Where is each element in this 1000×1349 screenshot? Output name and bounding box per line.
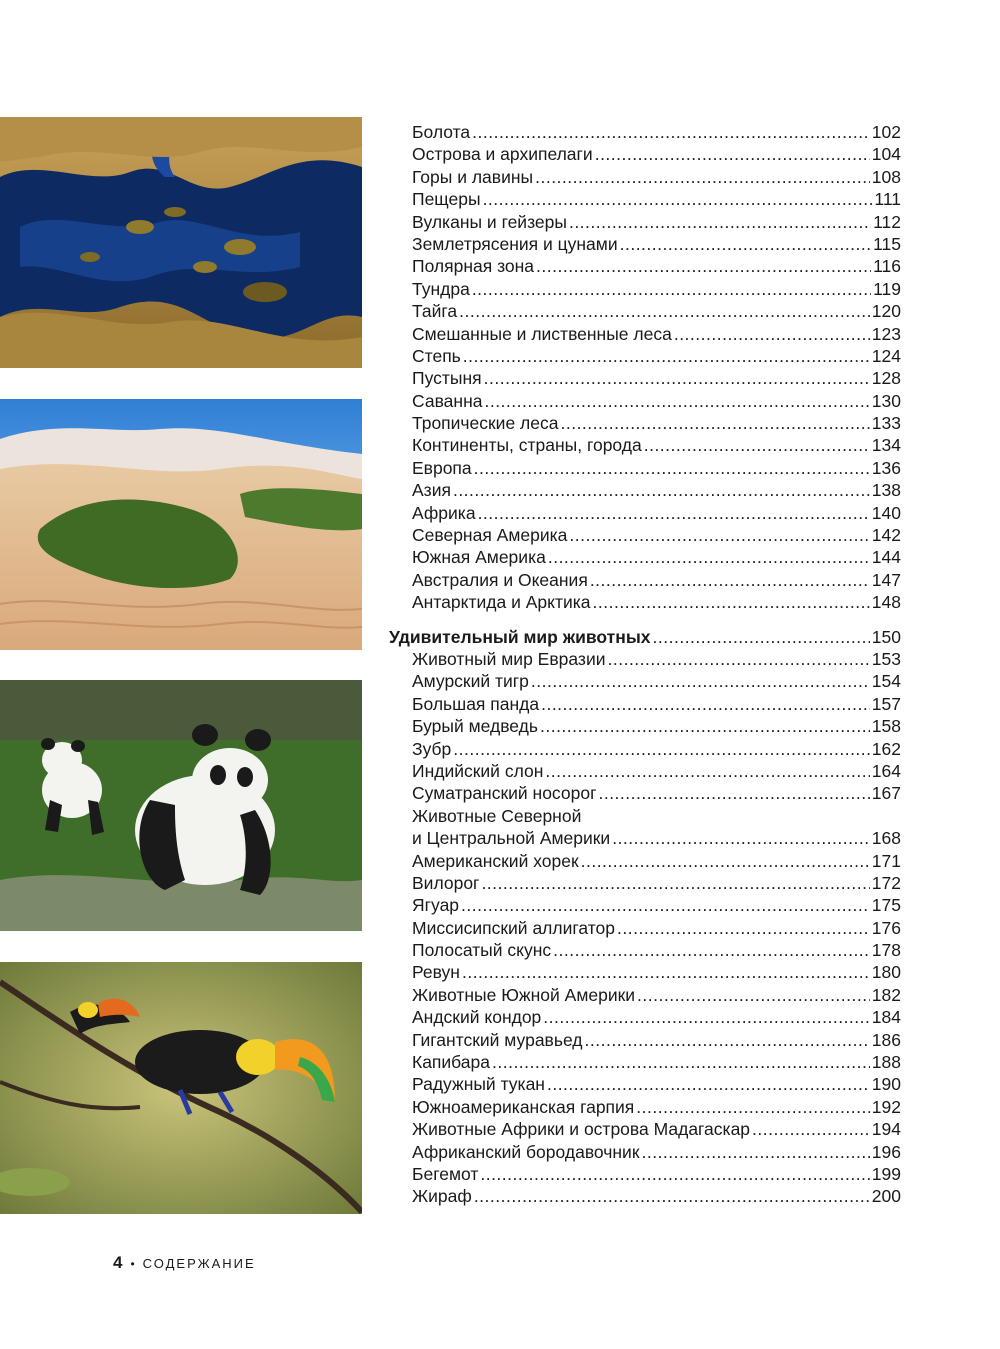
toc-page-number: 147	[871, 569, 901, 590]
toc-page-number: 158	[871, 716, 901, 737]
toc-entry-title: Острова и архипелаги	[412, 144, 593, 165]
toc-entry-title: Американский хорек	[412, 850, 579, 871]
toc-entry-multiline-first-line[interactable]	[389, 805, 901, 827]
toc-page-number: 112	[873, 211, 901, 232]
toc-leader-dots	[560, 412, 869, 434]
toc-page-number: 116	[873, 256, 901, 277]
toc-leader-dots	[540, 715, 870, 737]
toc-entry[interactable]	[389, 1118, 901, 1140]
toc-page-number: 120	[871, 301, 901, 322]
toc-leader-dots	[480, 1163, 869, 1185]
toc-leader-dots	[545, 760, 869, 782]
toc-entry-title: Индийский слон	[412, 760, 544, 781]
footer-bullet: •	[130, 1257, 135, 1271]
toc-entry[interactable]	[389, 367, 901, 389]
toc-leader-dots	[636, 1096, 870, 1118]
toc-entry-title: Капибара	[412, 1052, 490, 1073]
toc-leader-dots	[637, 984, 870, 1006]
toc-leader-dots	[581, 850, 870, 872]
toc-page-number: 164	[871, 760, 901, 781]
toc-leader-dots	[641, 1141, 869, 1163]
toc-entry[interactable]	[389, 166, 901, 188]
toc-entry[interactable]	[389, 738, 901, 760]
toc-entry[interactable]	[389, 255, 901, 277]
toc-entry-title: Ягуар	[412, 895, 460, 916]
toc-entry-title: Вулканы и гейзеры	[412, 211, 567, 232]
toc-leader-dots	[595, 143, 870, 165]
toc-entry-title: Тайга	[412, 301, 458, 322]
toc-leader-dots	[541, 693, 870, 715]
toc-page-number: 188	[871, 1052, 901, 1073]
toc-leader-dots	[472, 278, 871, 300]
toc-entry[interactable]	[389, 693, 901, 715]
toc-page-number: 171	[871, 850, 901, 871]
toc-page-number: 148	[871, 592, 901, 613]
toc-entry-title: Зубр	[412, 738, 452, 759]
toc-group-landscapes	[389, 121, 901, 614]
toc-leader-dots	[585, 1029, 870, 1051]
toc-leader-dots	[478, 502, 870, 524]
toc-entry[interactable]	[389, 670, 901, 692]
toc-leader-dots	[453, 479, 870, 501]
toc-page-number: 154	[871, 671, 901, 692]
toc-leader-dots	[459, 300, 870, 322]
toc-group-eurasia	[389, 648, 901, 805]
toc-page-number: 167	[871, 783, 901, 804]
toc-entry-title: Горы и лавины	[412, 166, 534, 187]
toc-entry[interactable]	[389, 479, 901, 501]
toc-leader-dots	[462, 961, 870, 983]
toc-entry-title: Гигантский муравьед	[412, 1029, 583, 1050]
toc-page-number: 182	[871, 984, 901, 1005]
toc-page-number: 162	[871, 738, 901, 759]
toc-leader-dots	[474, 457, 870, 479]
toc-entry[interactable]	[389, 233, 901, 255]
toc-page-number: 190	[871, 1074, 901, 1095]
toc-leader-dots	[620, 233, 871, 255]
toc-leader-dots	[590, 569, 870, 591]
toc-page-number: 134	[871, 435, 901, 456]
toc-entry[interactable]	[389, 1006, 901, 1028]
toc-entry[interactable]	[389, 524, 901, 546]
toc-entry-title: Суматранский носорог	[412, 783, 597, 804]
toc-entry[interactable]	[389, 457, 901, 479]
toc-entry-title: Животные Африки и острова Мадагаскар	[412, 1119, 751, 1140]
toc-page-number: 142	[871, 525, 901, 546]
toc-entry-title: Южная Америка	[412, 547, 546, 568]
toc-entry-title: Африканский бородавочник	[412, 1141, 640, 1162]
toc-entry-title: Амурский тигр	[412, 671, 529, 692]
toc-leader-dots	[484, 367, 870, 389]
toc-section-animals[interactable]	[389, 626, 901, 648]
toc-page-number: 115	[873, 233, 901, 254]
toc-page-number: 123	[871, 323, 901, 344]
toc-entry-title: Андский кондор	[412, 1007, 542, 1028]
toc-page-number: 178	[871, 940, 901, 961]
swamp-photo	[0, 117, 362, 368]
toc-entry-title: Континенты, страны, города	[412, 435, 642, 456]
toc-page-number: 130	[871, 390, 901, 411]
toc-leader-dots	[553, 939, 870, 961]
toc-entry-title: Степь	[412, 345, 461, 366]
toc-leader-dots	[548, 546, 870, 568]
toc-page-number: 150	[871, 626, 901, 647]
toc-leader-dots	[617, 917, 870, 939]
toc-page-number: 140	[871, 502, 901, 523]
toc-entry[interactable]	[389, 434, 901, 456]
toc-entry[interactable]	[389, 323, 901, 345]
toc-entry-title: Бегемот	[412, 1163, 479, 1184]
toc-page-number: 104	[871, 144, 901, 165]
toc-entry-title: Миссисипский аллигатор	[412, 917, 616, 938]
toc-entry[interactable]	[389, 546, 901, 568]
desert-photo	[0, 399, 362, 650]
pandas-photo	[0, 680, 362, 931]
toc-page-number: 102	[871, 122, 901, 142]
footer-page-number: 4	[113, 1253, 123, 1272]
toc-entry-title: и Центральной Америки	[412, 828, 611, 849]
toc-page-number: 124	[871, 345, 901, 366]
toc-entry[interactable]	[389, 211, 901, 233]
toc-page-number: 180	[871, 962, 901, 983]
page-footer	[113, 1253, 256, 1274]
toc-entry-title: Бурый медведь	[412, 716, 538, 737]
toc-leader-dots	[653, 626, 870, 648]
toc-entry-title: Животный мир Евразии	[412, 648, 606, 669]
toc-leader-dots	[481, 872, 869, 894]
toc-page-number: 128	[871, 368, 901, 389]
toc-page-number: 194	[871, 1119, 901, 1140]
toc-leader-dots	[612, 827, 870, 849]
toc-entry[interactable]	[389, 850, 901, 872]
toc-entry-title: Африка	[412, 502, 476, 523]
toc-leader-dots	[593, 591, 870, 613]
toc-entry[interactable]	[389, 121, 901, 143]
toc-entry[interactable]	[389, 894, 901, 916]
toc-entry-title: Ревун	[412, 962, 460, 983]
toc-section-title: Удивительный мир животных	[389, 626, 651, 647]
toc-page-number: 119	[873, 278, 901, 299]
toc-entry[interactable]	[389, 143, 901, 165]
toc-leader-dots	[674, 323, 870, 345]
toc-entry[interactable]	[389, 502, 901, 524]
toc-entry-title: Саванна	[412, 390, 483, 411]
toc-entry[interactable]	[389, 961, 901, 983]
toc-entry[interactable]	[389, 345, 901, 367]
toc-entry-title: Тундра	[412, 278, 470, 299]
toc-leader-dots	[453, 738, 870, 760]
toc-page-number: 153	[871, 648, 901, 669]
toc-entry-title: Южноамериканская гарпия	[412, 1096, 635, 1117]
toc-entry[interactable]	[389, 984, 901, 1006]
toc-leader-dots	[474, 1185, 870, 1207]
toc-entry-title: Большая панда	[412, 693, 540, 714]
toc-entry-title: Животные Южной Америки	[412, 984, 636, 1005]
toc-leader-dots	[569, 524, 869, 546]
toc-entry[interactable]	[389, 1029, 901, 1051]
toc-page-number: 184	[871, 1007, 901, 1028]
toc-entry-title: Европа	[412, 457, 472, 478]
toc-entry[interactable]	[389, 715, 901, 737]
table-of-contents	[389, 121, 901, 1208]
toc-entry[interactable]	[389, 939, 901, 961]
toc-entry-title: Полярная зона	[412, 256, 535, 277]
toc-entry-title: Вилорог	[412, 872, 480, 893]
toc-page-number: 172	[871, 872, 901, 893]
toc-page-number: 111	[874, 189, 901, 210]
toc-page-number: 138	[871, 480, 901, 501]
toc-entry[interactable]	[389, 1096, 901, 1118]
toc-entry[interactable]	[389, 278, 901, 300]
toc-page-number: 168	[871, 828, 901, 849]
toc-entry[interactable]	[389, 1185, 901, 1207]
toc-entry-title: Радужный тукан	[412, 1074, 545, 1095]
toc-page-number: 108	[871, 166, 901, 187]
toc-leader-dots	[535, 166, 870, 188]
toc-leader-dots	[484, 390, 869, 412]
toc-entry-title: Жираф	[412, 1186, 472, 1207]
toc-entry[interactable]	[389, 412, 901, 434]
toc-entry-title: Пустыня	[412, 368, 482, 389]
toc-entry[interactable]	[389, 917, 901, 939]
toc-page-number: 175	[871, 895, 901, 916]
toc-leader-dots	[483, 188, 873, 210]
toc-entry[interactable]	[389, 872, 901, 894]
toc-entry[interactable]	[389, 782, 901, 804]
toc-leader-dots	[531, 670, 870, 692]
toc-entry[interactable]	[389, 591, 901, 613]
toc-entry-title: Северная Америка	[412, 525, 568, 546]
toc-leader-dots	[644, 434, 870, 456]
toc-leader-dots	[472, 121, 870, 143]
footer-section-label: СОДЕРЖАНИЕ	[142, 1256, 256, 1271]
toc-page-number: 176	[871, 917, 901, 938]
toc-entry[interactable]	[389, 1051, 901, 1073]
toc-entry[interactable]	[389, 390, 901, 412]
toc-page-number: 196	[871, 1141, 901, 1162]
toc-leader-dots	[598, 782, 869, 804]
toc-entry[interactable]	[389, 188, 901, 210]
toc-page-number: 186	[871, 1029, 901, 1050]
toc-page-number: 199	[871, 1163, 901, 1184]
toc-entry-multiline-second-line[interactable]	[389, 827, 901, 849]
toc-entry-title: Антарктида и Арктика	[412, 592, 591, 613]
toc-page-number: 157	[871, 693, 901, 714]
toc-entry-title: Тропические леса	[412, 413, 559, 434]
toc-entry[interactable]	[389, 300, 901, 322]
toc-leader-dots	[463, 345, 870, 367]
toc-leader-dots	[536, 255, 871, 277]
toc-leader-dots	[547, 1073, 870, 1095]
toc-entry[interactable]	[389, 760, 901, 782]
toc-page-number: 192	[871, 1096, 901, 1117]
toc-entry-title: Полосатый скунс	[412, 940, 552, 961]
toc-leader-dots	[608, 648, 870, 670]
toc-entry-title: Смешанные и лиственные леса	[412, 323, 672, 344]
toc-leader-dots	[461, 894, 870, 916]
toc-page-number: 136	[871, 457, 901, 478]
toc-entry-title: Землетрясения и цунами	[412, 233, 618, 254]
toc-entry-title: Пещеры	[412, 189, 481, 210]
toc-entry[interactable]	[389, 1141, 901, 1163]
toc-leader-dots	[569, 211, 871, 233]
toc-entry[interactable]	[389, 1073, 901, 1095]
toc-entry-title: Австралия и Океания	[412, 569, 588, 590]
toc-page-number: 200	[871, 1186, 901, 1207]
toc-entry[interactable]	[389, 569, 901, 591]
toc-entry-title: Животные Северной	[412, 805, 582, 826]
toc-page-number: 144	[871, 547, 901, 568]
toc-entry[interactable]	[389, 1163, 901, 1185]
toc-entry[interactable]	[389, 648, 901, 670]
toc-group-americas-africa	[389, 850, 901, 1208]
toucan-photo	[0, 962, 362, 1214]
toc-entry-title: Азия	[412, 480, 451, 501]
toc-page-number: 133	[871, 413, 901, 434]
toc-leader-dots	[543, 1006, 870, 1028]
toc-leader-dots	[492, 1051, 870, 1073]
toc-entry-title: Болота	[412, 122, 471, 142]
toc-leader-dots	[752, 1118, 870, 1140]
